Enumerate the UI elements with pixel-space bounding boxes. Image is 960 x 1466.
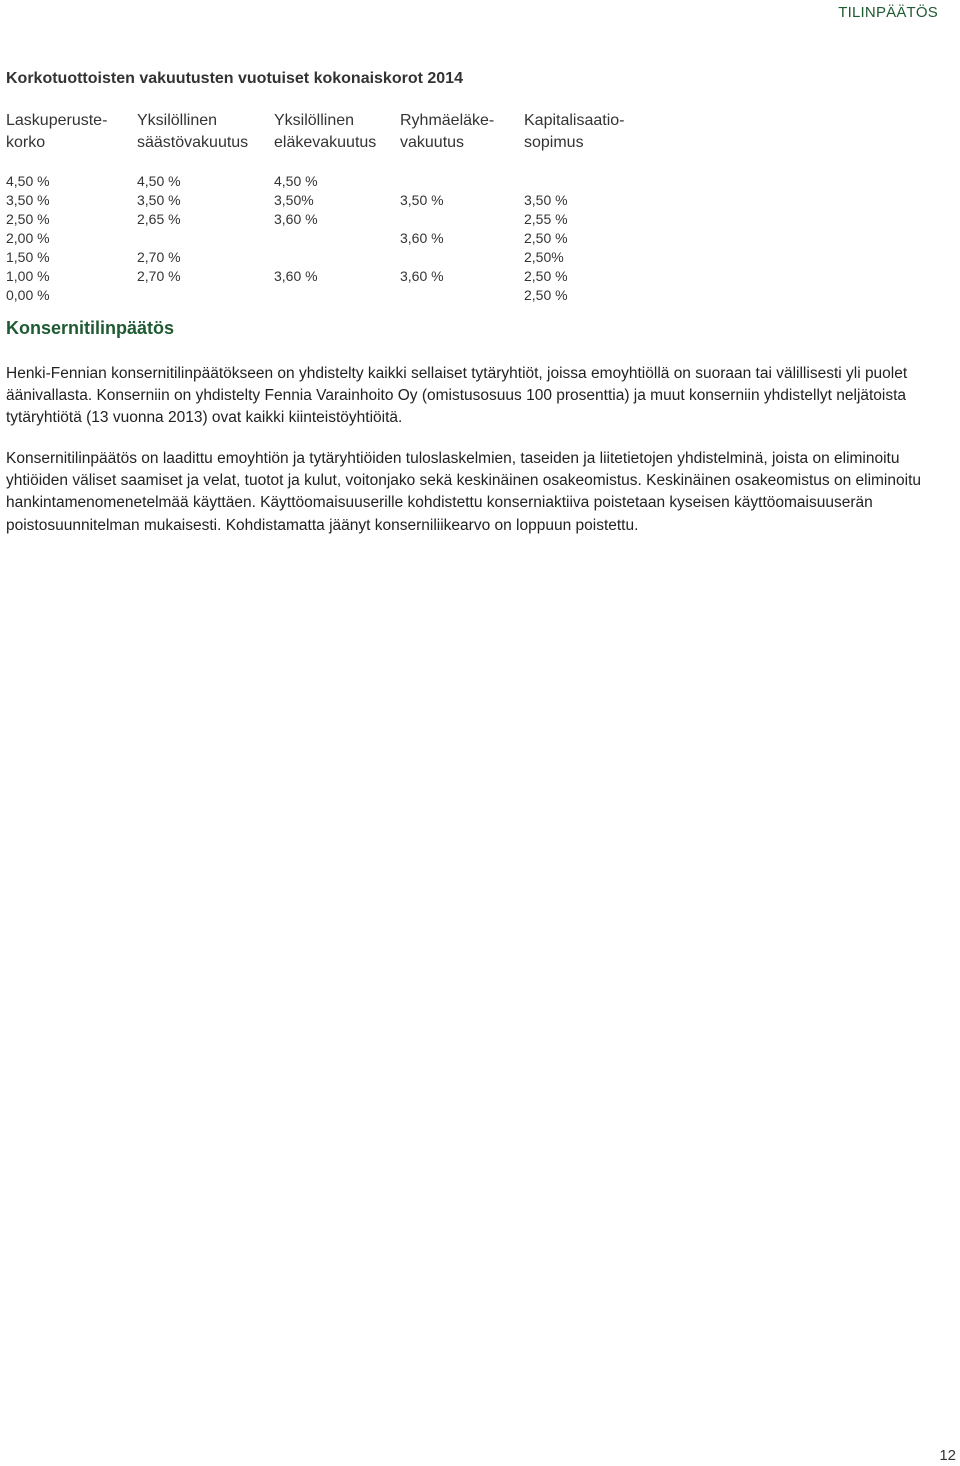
table-cell xyxy=(137,286,274,305)
table-cell xyxy=(524,172,674,191)
table-cell: 3,50 % xyxy=(400,192,444,208)
table-row xyxy=(6,248,706,267)
table-cell: 2,00 % xyxy=(6,230,50,246)
table-row xyxy=(6,286,706,305)
table-cell xyxy=(274,248,400,267)
table-cell: 4,50 % xyxy=(274,173,318,189)
table-cell xyxy=(400,172,524,191)
running-header-section-label: TILINPÄÄTÖS xyxy=(838,4,938,21)
table-cell: 1,00 % xyxy=(6,268,50,284)
table-header-row xyxy=(6,110,706,154)
table-cell: 3,60 % xyxy=(274,211,318,227)
table-cell: 1,50 % xyxy=(6,249,50,265)
column-header-elakevakuutus: Yksilöllinen eläkevakuutus xyxy=(274,112,377,151)
table-cell: 3,60 % xyxy=(400,230,444,246)
table-cell: 2,50% xyxy=(524,249,564,265)
table-cell: 2,50 % xyxy=(524,287,568,303)
table-cell: 2,70 % xyxy=(137,268,181,284)
table-row xyxy=(6,172,706,191)
table-cell: 0,00 % xyxy=(6,287,50,303)
table-cell xyxy=(400,248,524,267)
table-cell: 3,60 % xyxy=(274,268,318,284)
body-paragraph-1: Henki-Fennian konsernitilinpäätökseen on yhdistelty kaikki sellaiset tytäryhtiöt, joissa emoyhtiöllä on suoraan tai välillisesti yli puolet äänivallasta. Konserniin on yhdistelty Fennia Varainhoito Oy (omistusosuus 100 prosenttia) ja muut konserniin yhdistellyt neljätoista tytäryhtiötä (13 vuonna 2013) ovat kaikki kiinteistöyhtiöitä. xyxy=(6,365,908,427)
table-cell xyxy=(137,229,274,248)
table-cell xyxy=(400,286,524,305)
section-heading-konsernitilinpaatos: Konsernitilinpäätös xyxy=(6,318,175,338)
column-header-laskuperustekorko: Laskuperuste- korko xyxy=(6,112,108,151)
table-cell: 2,50 % xyxy=(524,230,568,246)
interest-rate-table xyxy=(6,110,706,305)
table-cell: 2,65 % xyxy=(137,211,181,227)
table-cell: 3,60 % xyxy=(400,268,444,284)
column-header-kapitalisaatiosopimus: Kapitalisaatio- sopimus xyxy=(524,112,625,151)
table-body xyxy=(6,172,706,305)
table-cell xyxy=(274,229,400,248)
table-cell: 2,50 % xyxy=(524,268,568,284)
table-cell: 2,50 % xyxy=(6,211,50,227)
table-cell: 3,50% xyxy=(274,192,314,208)
table-cell: 2,70 % xyxy=(137,249,181,265)
column-header-ryhmaelakevakuutus: Ryhmäeläke- vakuutus xyxy=(400,112,495,151)
body-paragraph-2: Konsernitilinpäätös on laadittu emoyhtiön ja tytäryhtiöiden tuloslaskelmien, taseiden ja liitetietojen yhdistelminä, joista on eliminoitu yhtiöiden väliset saamiset ja velat, tuotot ja kulut, voitonjako sekä keskinäinen osakeomistus. Keskinäinen osakeomistus on eliminoitu hankintamenomenetelmää käyttäen. Käyttöomaisuuserille kohdistettu konserniaktiiva poistetaan kyseisen käyttöomaisuuserän poistosuunnitelman mukaisesti. Kohdistamatta jäänyt konserniliikearvo on loppuun poistettu. xyxy=(6,450,921,534)
table-row xyxy=(6,191,706,210)
table-cell: 3,50 % xyxy=(524,192,568,208)
table-row xyxy=(6,210,706,229)
table-cell xyxy=(400,210,524,229)
table-cell: 3,50 % xyxy=(6,192,50,208)
column-header-saastovakuutus: Yksilöllinen säästövakuutus xyxy=(137,112,249,151)
table-row xyxy=(6,267,706,286)
page-number: 12 xyxy=(939,1447,956,1464)
table-cell: 2,55 % xyxy=(524,211,568,227)
table-title: Korkotuottoisten vakuutusten vuotuiset kokonaiskorot 2014 xyxy=(6,70,463,87)
table-cell: 4,50 % xyxy=(6,173,50,189)
table-cell xyxy=(274,286,400,305)
table-row xyxy=(6,229,706,248)
table-cell: 4,50 % xyxy=(137,173,181,189)
table-cell: 3,50 % xyxy=(137,192,181,208)
